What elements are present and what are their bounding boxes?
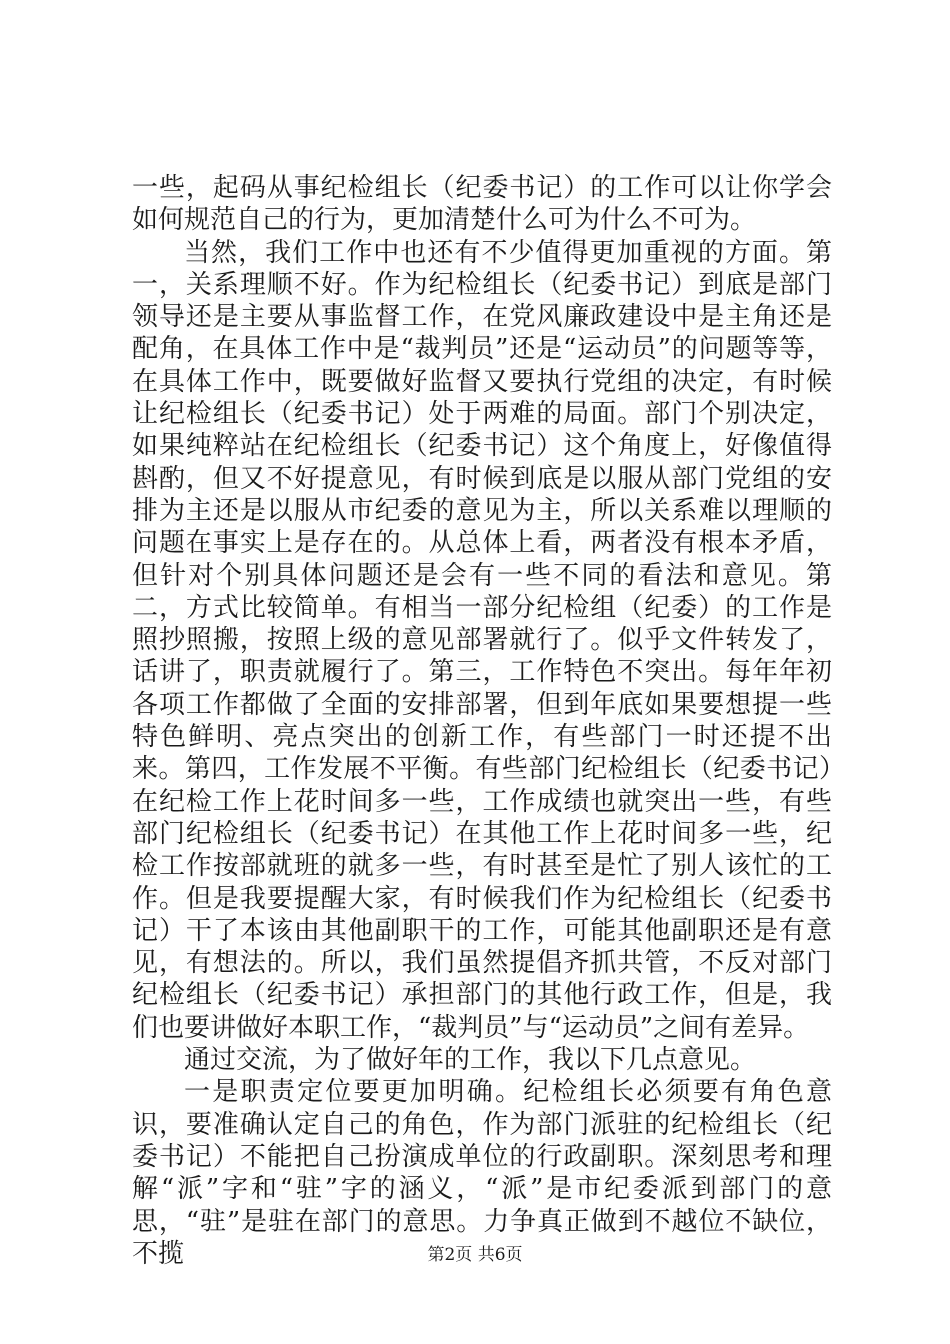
paragraph-3: 通过交流，为了做好年的工作，我以下几点意见。 — [184, 1045, 757, 1076]
document-body — [132, 172, 832, 1270]
page-number-footer: 第2页 共6页 — [427, 1245, 523, 1265]
paragraph-4: 一是职责定位要更加明确。纪检组长必须要有角色意识，要准确认定自己的角色，作为部门派驻的纪检组长（纪委书记）不能把自己扮演成单位的行政副职。深刻思考和理解“派”字和“驻”字的涵义，“派”是市纪委派到部门的意思，“驻”是驻在部门的意思。力争真正做到不越位不缺位，不揽 — [132, 1077, 832, 1269]
paragraph-2: 当然，我们工作中也还有不少值得更加重视的方面。第一，关系理顺不好。作为纪检组长（纪委书记）到底是部门领导还是主要从事监督工作，在党风廉政建设中是主角还是配角，在具体工作中是“裁判员”还是“运动员”的问题等等，在具体工作中，既要做好监督又要执行党组的决定，有时候让纪检组长（纪委书记）处于两难的局面。部门个别决定，如果纯粹站在纪检组长（纪委书记）这个角度上，好像值得斟酌，但又不好提意见，有时候到底是以服从部门党组的安排为主还是以服从市纪委的意见为主，所以关系难以理顺的问题在事实上是存在的。从总体上看，两者没有根本矛盾，但针对个别具体问题还是会有一些不同的看法和意见。第二，方式比较简单。有相当一部分纪检组（纪委）的工作是照抄照搬，按照上级的意见部署就行了。似乎文件转发了，话讲了，职责就履行了。第三，工作特色不突出。每年年初各项工作都做了全面的安排部署，但到年底如果要想提一些特色鲜明、亮点突出的创新工作，有些部门一时还提不出来。第四，工作发展不平衡。有些部门纪检组长（纪委书记）在纪检工作上花时间多一些，工作成绩也就突出一些，有些部门纪检组长（纪委书记）在其他工作上花时间多一些，纪检工作按部就班的就多一些，有时甚至是忙了别人该忙的工作。但是我要提醒大家，有时候我们作为纪检组长（纪委书记）干了本该由其他副职干的工作，可能其他副职还是有意见，有想法的。所以，我们虽然提倡齐抓共管，不反对部门纪检组长（纪委书记）承担部门的其他行政工作，但是，我们也要讲做好本职工作，“裁判员”与“运动员”之间有差异。 — [132, 237, 832, 1043]
paragraph-1: 一些，起码从事纪检组长（纪委书记）的工作可以让你学会如何规范自己的行为，更加清楚什么可为什么不可为。 — [132, 173, 832, 236]
